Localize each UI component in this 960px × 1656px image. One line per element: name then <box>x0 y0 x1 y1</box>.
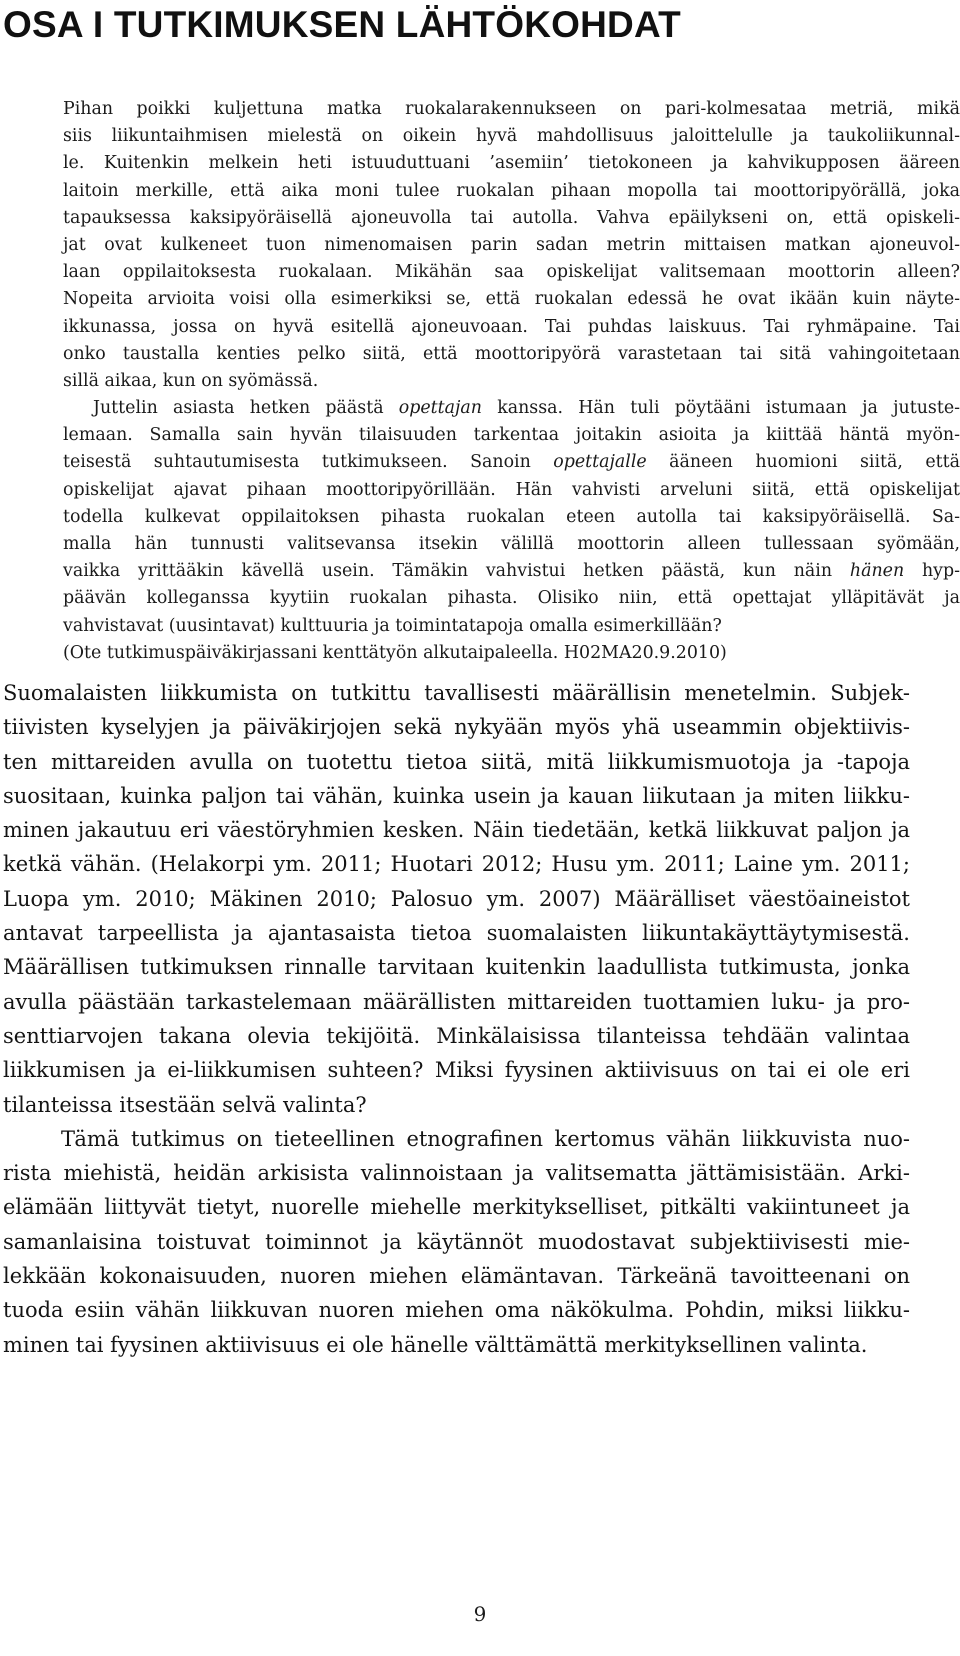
diary-paragraph-1 <box>63 96 960 395</box>
diary-line <box>63 395 960 422</box>
diary-line: laan oppilaitoksesta ruokalaan. Mikähän saa opiskelijat valitsemaan moottorin alleen? <box>63 262 960 283</box>
diary-line: todella kulkevat oppilaitoksen pihasta ruokalan eteen autolla tai kaksipyöräisellä. Sa- <box>63 506 960 527</box>
body-line: suositaan, kuinka paljon tai vähän, kuinka usein ja kauan liikutaan ja miten liikku- <box>3 783 910 808</box>
diary-line <box>63 558 960 585</box>
body-line: tilanteissa itsestään selvä valinta? <box>3 1092 367 1117</box>
body-paragraph-1 <box>3 676 910 1122</box>
body-line: tuoda esiin vähän liikkuvan nuoren miehen oma näkökulma. Pohdin, miksi liikku- <box>3 1298 910 1323</box>
body-line: ketkä vähän. (Helakorpi ym. 2011; Huotari 2012; Husu ym. 2011; Laine ym. 2011; <box>3 852 910 877</box>
diary-emphasis: opettajalle <box>553 452 647 473</box>
diary-paragraph-2 <box>63 395 960 667</box>
diary-source-note: (Ote tutkimuspäiväkirjassani kenttätyön alkutaipaleella. H02MA20.9.2010) <box>63 642 727 663</box>
diary-line <box>63 449 960 476</box>
diary-emphasis: hänen <box>849 561 905 582</box>
diary-excerpt <box>63 96 960 667</box>
body-line: Suomalaisten liikkumista on tutkittu tavallisesti määrällisin menetelmin. Subjek- <box>3 681 910 705</box>
chapter-title: OSA I TUTKIMUKSEN LÄHTÖKOHDAT <box>3 4 681 45</box>
diary-text: ääneen huomioni siitä, että <box>646 452 960 473</box>
diary-line: sillä aikaa, kun on syömässä. <box>63 370 319 391</box>
body-line: minen jakautuu eri väestöryhmien kesken. Näin tiedetään, ketkä liikkuvat paljon ja <box>3 818 910 843</box>
body-line: elämään liittyvät tietyt, nuorelle miehelle merkitykselliset, pitkälti vakiintuneet ja <box>3 1195 910 1220</box>
body-line: Luopa ym. 2010; Mäkinen 2010; Palosuo ym. 2007) Määrälliset väestöaineistot <box>3 886 910 911</box>
diary-emphasis: opettajan <box>398 398 482 419</box>
diary-line: jat ovat kulkeneet tuon nimenomaisen parin sadan metrin mittaisen matkan ajoneuvol- <box>63 234 960 255</box>
diary-line: laitoin merkille, että aika moni tulee ruokalan pihaan mopolla tai moottoripyörällä, joka <box>63 180 960 201</box>
diary-line: tapauksessa kaksipyöräisellä ajoneuvolla tai autolla. Vahva epäilykseni on, että opiskeli- <box>63 207 960 228</box>
diary-line: Nopeita arvioita voisi olla esimerkiksi se, että ruokalan edessä he ovat ikään kuin näyte- <box>63 289 960 310</box>
diary-line: vahvistavat (uusintavat) kulttuuria ja toimintatapoja omalla esimerkillään? <box>63 615 722 636</box>
body-text <box>3 676 910 1362</box>
diary-text: teisestä suhtautumisesta tutkimukseen. Sanoin <box>63 452 554 473</box>
body-line: senttiarvojen takana olevia tekijöitä. Minkälaisissa tilanteissa tehdään valintaa <box>3 1023 910 1048</box>
diary-text: Juttelin asiasta hetken päästä <box>93 398 399 419</box>
diary-line: le. Kuitenkin melkein heti istuuduttuani ’asemiin’ tietokoneen ja kahvikupposen ääreen <box>63 153 960 174</box>
body-line: minen tai fyysinen aktiivisuus ei ole hänelle välttämättä merkityksellinen valinta. <box>3 1332 868 1357</box>
body-line: liikkumisen ja ei-liikkumisen suhteen? Miksi fyysinen aktiivisuus on tai ei ole eri <box>3 1058 910 1083</box>
diary-line: ikkunassa, jossa on hyvä esitellä ajoneuvoaan. Tai puhdas laiskuus. Tai ryhmäpaine. Tai <box>63 316 960 337</box>
body-line: Tämä tutkimus on tieteellinen etnografinen kertomus vähän liikkuvista nuo- <box>61 1126 910 1151</box>
body-line: antavat tarpeellista ja ajantasaista tietoa suomalaisten liikuntakäyttäytymisestä. <box>3 921 910 946</box>
body-paragraph-2 <box>3 1122 910 1362</box>
diary-line: Pihan poikki kuljettuna matka ruokalarakennukseen on pari-kolmesataa metriä, mikä <box>63 99 960 119</box>
page-number: 9 <box>473 1602 487 1626</box>
body-line: ten mittareiden avulla on tuotettu tietoa siitä, mitä liikkumismuotoja ja -tapoja <box>3 749 910 774</box>
body-line: Määrällisen tutkimuksen rinnalle tarvitaan kuitenkin laadullista tutkimusta, jonka <box>3 955 910 980</box>
diary-text: kanssa. Hän tuli pöytääni istumaan ja jutuste- <box>481 398 960 419</box>
diary-line: päävän kolleganssa kyytiin ruokalan pihasta. Olisiko niin, että opettajat ylläpitävät ja <box>63 588 960 609</box>
diary-line: siis liikuntaihmisen mielestä on oikein hyvä mahdollisuus jaloittelulle ja taukoliikunnal- <box>63 126 960 147</box>
body-line: samanlaisina toistuvat toiminnot ja käytännöt muodostavat subjektiivisesti mie- <box>3 1229 910 1254</box>
diary-line: opiskelijat ajavat pihaan moottoripyörillään. Hän vahvisti arveluni siitä, että opiskelijat <box>63 479 960 500</box>
diary-line: malla hän tunnusti valitsevansa itsekin välillä moottorin alleen tullessaan syömään, <box>63 534 960 554</box>
body-line: lekkään kokonaisuuden, nuoren miehen elämäntavan. Tärkeänä tavoitteenani on <box>3 1264 910 1289</box>
body-line: rista miehistä, heidän arkisista valinnoistaan ja valitsematta jättämisistään. Arki- <box>3 1161 910 1186</box>
diary-line: lemaan. Samalla sain hyvän tilaisuuden tarkentaa joitakin asioita ja kiittää häntä myön- <box>63 425 960 446</box>
diary-text: vaikka yrittääkin kävellä usein. Tämäkin vahvistui hetken päästä, kun näin <box>63 561 850 582</box>
diary-text: hyp- <box>904 561 960 582</box>
body-line: avulla päästään tarkastelemaan määrällisten mittareiden tuottamien luku- ja pro- <box>3 989 910 1014</box>
body-line: tiivisten kyselyjen ja päiväkirjojen sekä nykyään myös yhä useammin objektiivis- <box>3 715 910 740</box>
diary-line: onko taustalla kenties pelko siitä, että moottoripyörä varastetaan tai sitä vahingoitetaan <box>63 343 960 364</box>
